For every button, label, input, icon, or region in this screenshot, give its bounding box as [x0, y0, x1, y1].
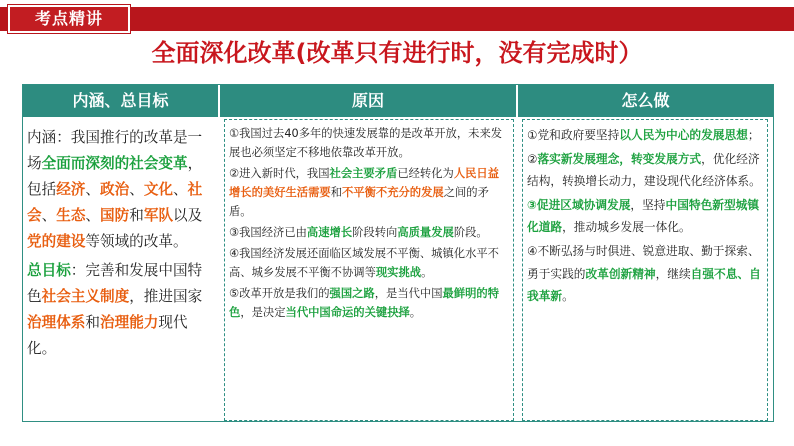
keyword: 军队 — [143, 207, 174, 224]
text: 内涵：我国推行的改革是一场 — [27, 129, 203, 172]
keyword: 治理体系 — [27, 314, 86, 331]
keyword: 全面而深刻的社会变革 — [41, 155, 188, 172]
header-reason: 原因 — [220, 85, 516, 117]
text: ，包括 — [27, 155, 203, 198]
text: 阶段转向 — [352, 226, 398, 239]
how-item — [527, 194, 763, 239]
text: 、 — [85, 207, 101, 224]
keyword: 改革创新精神 — [585, 266, 656, 281]
text: 以及 — [173, 207, 203, 224]
text: 、 — [41, 207, 57, 224]
keyword: 社会主义制度 — [41, 288, 130, 305]
text: ④我国经济发展还面临区域发展不平衡、城镇化水平不高、城乡发展不平衡不协调等 — [229, 247, 499, 279]
keyword: 现实挑战 — [375, 266, 422, 279]
text: 等领域的改革。 — [85, 233, 188, 250]
text: ，推动城乡发展一体化。 — [562, 220, 691, 235]
connotation-column — [27, 119, 213, 421]
text: ，坚持 — [630, 197, 666, 212]
keyword: 政治 — [100, 181, 130, 198]
keyword: 治理能力 — [100, 314, 159, 331]
text: ，是决定 — [240, 306, 286, 319]
text: 。 — [421, 266, 433, 279]
text: 和 — [85, 314, 100, 331]
keyword: 高速增长 — [306, 226, 353, 239]
connotation-paragraph — [27, 125, 213, 255]
text: 之间的矛盾。 — [229, 186, 489, 218]
how-item — [527, 124, 763, 147]
text: ③我国经济已由 — [229, 226, 307, 239]
text: 和 — [330, 186, 342, 199]
text: ，优化经济结构，转换增长动力，建设现代化经济体系。 — [527, 151, 761, 189]
keyword: 高质量发展 — [397, 226, 454, 239]
reason-item — [229, 244, 509, 282]
keyword: ③ — [527, 197, 537, 212]
text: ①党和政府要坚持 — [527, 128, 620, 142]
keyword: 国防 — [100, 207, 130, 224]
keyword: 促进区域协调发展 — [536, 197, 631, 212]
text: ：完善和发展中国特色 — [27, 262, 203, 305]
text: 现代化。 — [27, 314, 188, 357]
keyword: 经济 — [56, 181, 86, 198]
text: 、 — [85, 181, 101, 198]
reason-column — [224, 119, 514, 421]
header-connotation: 内涵、总目标 — [23, 85, 218, 117]
section-tag: 考点精讲 — [8, 5, 130, 33]
text: ④不断弘扬与时俱进、锐意进取、勤于探索、勇于实践的 — [527, 243, 760, 281]
reason-item — [229, 164, 509, 221]
text: ，推进国家 — [129, 288, 203, 305]
text: 阶段。 — [453, 226, 488, 239]
keyword: 生态 — [56, 207, 86, 224]
keyword: 不平衡不充分的发展 — [342, 186, 444, 199]
keyword: 中国特色新型城镇化道路 — [527, 197, 760, 235]
text: ，继续 — [655, 266, 691, 281]
reason-item — [229, 284, 509, 322]
page-title: 全面深化改革(改革只有进行时，没有完成时） — [151, 39, 643, 67]
text: ②进入新时代，我国 — [229, 167, 330, 180]
keyword: 当代中国命运的关键抉择 — [285, 306, 410, 319]
text: 、 — [129, 181, 144, 198]
reason-item — [229, 223, 509, 242]
keyword: 人民日益增长的美好生活需要 — [229, 167, 500, 199]
keyword: 文化 — [143, 181, 174, 198]
keyword: 最鲜明的特色 — [229, 287, 500, 319]
goal-paragraph — [27, 258, 213, 362]
text: 。 — [562, 289, 574, 304]
how-column — [522, 119, 768, 421]
text: 已经转化为 — [397, 167, 454, 180]
header-how: 怎么做 — [518, 85, 773, 117]
text: ② — [527, 151, 538, 166]
reason-item: ①我国过去40多年的快速发展靠的是改革开放，未来发展也必须坚定不移地依靠改革开放。 — [229, 127, 503, 159]
keyword: 总目标 — [27, 262, 71, 279]
how-item — [527, 148, 763, 193]
keyword: 社会主要矛盾 — [329, 167, 398, 180]
keyword: 党的建设 — [27, 233, 86, 250]
content-table — [22, 84, 774, 422]
keyword: 自强不息、自我革新 — [527, 266, 761, 304]
text: 和 — [129, 207, 144, 224]
text: 。 — [409, 306, 422, 319]
text: 、 — [173, 181, 188, 198]
keyword: 落实新发展理念，转变发展方式 — [537, 151, 702, 166]
keyword: 以人民为中心的发展思想 — [619, 128, 748, 142]
text: ，是当代中国 — [374, 287, 443, 300]
how-item — [527, 240, 763, 308]
text: ⑤改革开放是我们的 — [229, 287, 330, 300]
keyword: 社会 — [27, 181, 203, 224]
keyword: 强国之路 — [329, 287, 375, 300]
text: ； — [747, 128, 760, 142]
